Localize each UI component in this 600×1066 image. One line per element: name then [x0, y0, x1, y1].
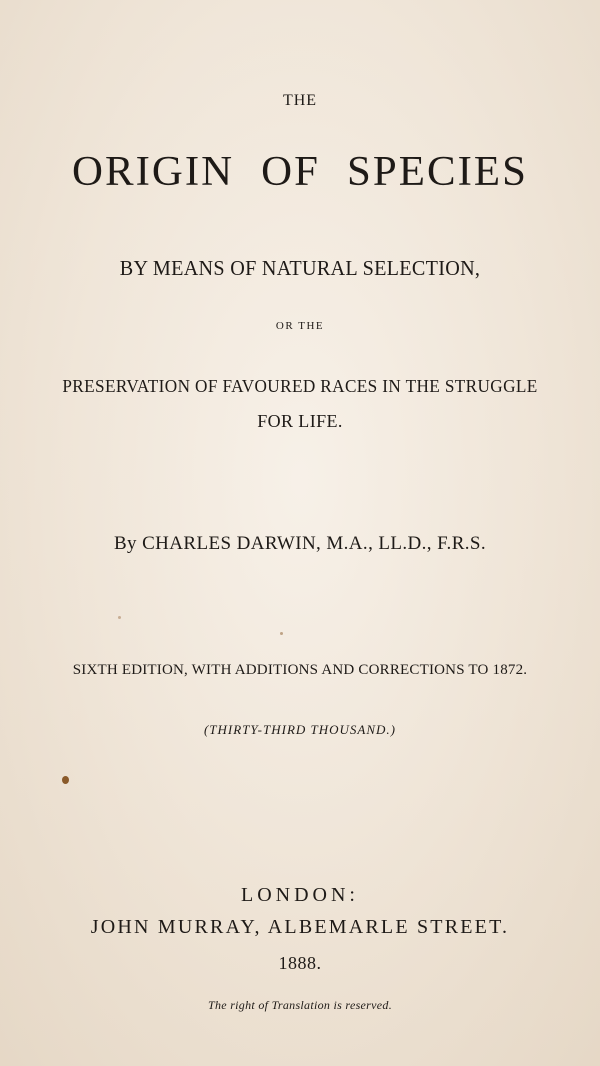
foxing-spot [280, 632, 283, 635]
foxing-spot [62, 776, 69, 784]
foxing-spot [118, 616, 121, 619]
imprint-year: 1888. [278, 953, 322, 973]
author-name: CHARLES DARWIN, M.A., LL.D., F.R.S. [142, 533, 487, 554]
rights-notice: The right of Translation is reserved. [208, 998, 392, 1012]
imprint-city: LONDON: [241, 884, 359, 906]
subtitle-conjunction: OR THE [275, 320, 325, 332]
printing-statement: (THIRTY-THIRD THOUSAND.) [203, 722, 397, 737]
imprint-publisher: JOHN MURRAY, ALBEMARLE STREET. [90, 916, 510, 938]
subtitle-line-1: BY MEANS OF NATURAL SELECTION, [119, 256, 481, 280]
title-article: THE [282, 92, 318, 109]
author-by: By [113, 533, 137, 554]
edition-statement: SIXTH EDITION, WITH ADDITIONS AND CORRECTIONS TO 1872. [72, 662, 528, 678]
author-line [0, 533, 600, 555]
subtitle-line-3: FOR LIFE. [257, 411, 343, 431]
book-title: ORIGIN OF SPECIES [71, 149, 529, 195]
subtitle-line-2: PRESERVATION OF FAVOURED RACES IN THE STRUGGLE [62, 376, 538, 396]
